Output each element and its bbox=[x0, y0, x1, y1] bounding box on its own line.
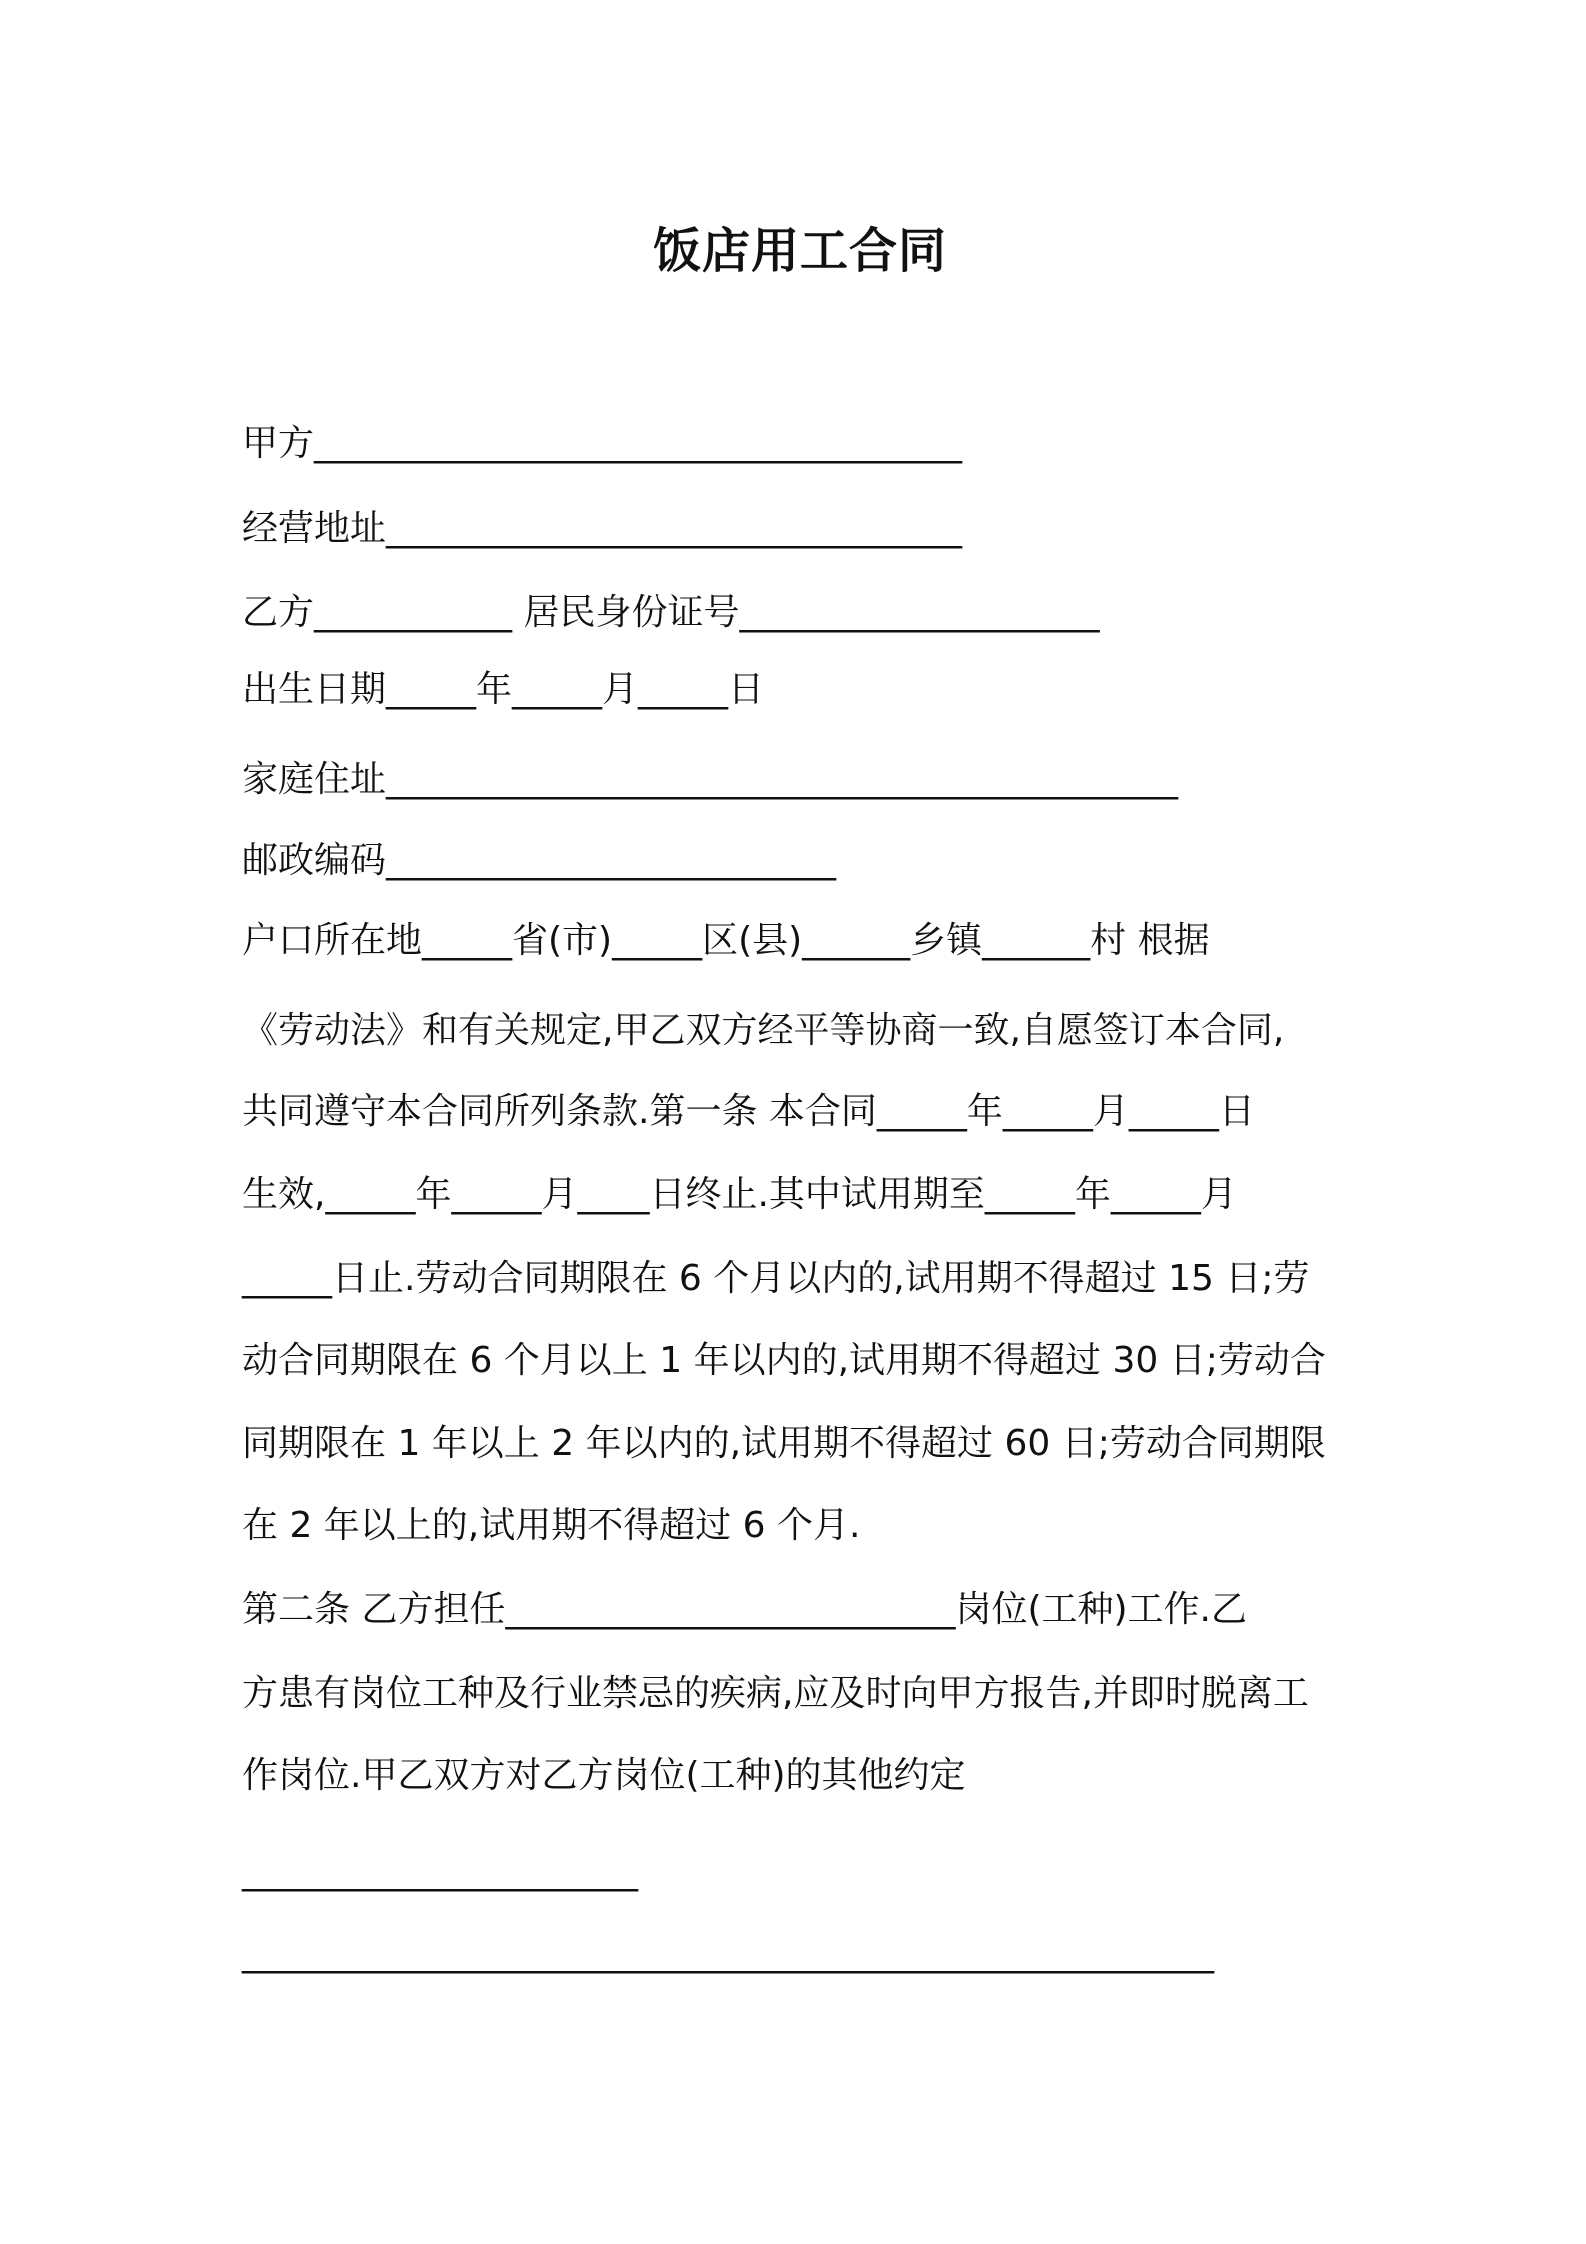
party-b-id-line: 乙方___________ 居民身份证号____________________ bbox=[242, 592, 1100, 633]
household-registration-line: 户口所在地_____省(市)_____区(县)______乡镇______村 根据 bbox=[242, 920, 1210, 961]
article-two-text: 乙方担任_________________________岗位(工种)工作.乙 bbox=[361, 1589, 1248, 1630]
body-line: 共同遵守本合同所列条款.第一条 本合同_____年_____月_____日 bbox=[242, 1091, 1255, 1132]
body-line: 同期限在 1 年以上 2 年以内的,试用期不得超过 60 日;劳动合同期限 bbox=[242, 1423, 1326, 1464]
postal-code-line: 邮政编码_________________________ bbox=[242, 840, 837, 881]
blank-line: ______________________________________________________ bbox=[242, 1933, 1214, 1974]
business-address-line: 经营地址________________________________ bbox=[242, 508, 963, 549]
body-line: 作岗位.甲乙双方对乙方岗位(工种)的其他约定 bbox=[242, 1755, 966, 1796]
article-two-label: 第二条 bbox=[242, 1589, 351, 1630]
body-line: 方患有岗位工种及行业禁忌的疾病,应及时向甲方报告,并即时脱离工 bbox=[242, 1673, 1309, 1714]
blank-line: ______________________ bbox=[242, 1851, 638, 1892]
body-line: 《劳动法》和有关规定,甲乙双方经平等协商一致,自愿签订本合同, bbox=[242, 1010, 1285, 1051]
body-line: 在 2 年以上的,试用期不得超过 6 个月. bbox=[242, 1505, 861, 1546]
body-line: 动合同期限在 6 个月以上 1 年以内的,试用期不得超过 30 日;劳动合 bbox=[242, 1340, 1326, 1381]
birth-date-line: 出生日期_____年_____月_____日 bbox=[242, 669, 765, 710]
article-two-line bbox=[242, 1586, 1247, 1634]
home-address-line: 家庭住址____________________________________________ bbox=[242, 759, 1179, 800]
party-a-line: 甲方____________________________________ bbox=[242, 423, 962, 464]
document-title: 饭店用工合同 bbox=[652, 223, 947, 279]
body-line: 生效,_____年_____月____日终止.其中试用期至_____年_____月 bbox=[242, 1174, 1237, 1215]
body-line: _____日止.劳动合同期限在 6 个月以内的,试用期不得超过 15 日;劳 bbox=[242, 1258, 1310, 1299]
